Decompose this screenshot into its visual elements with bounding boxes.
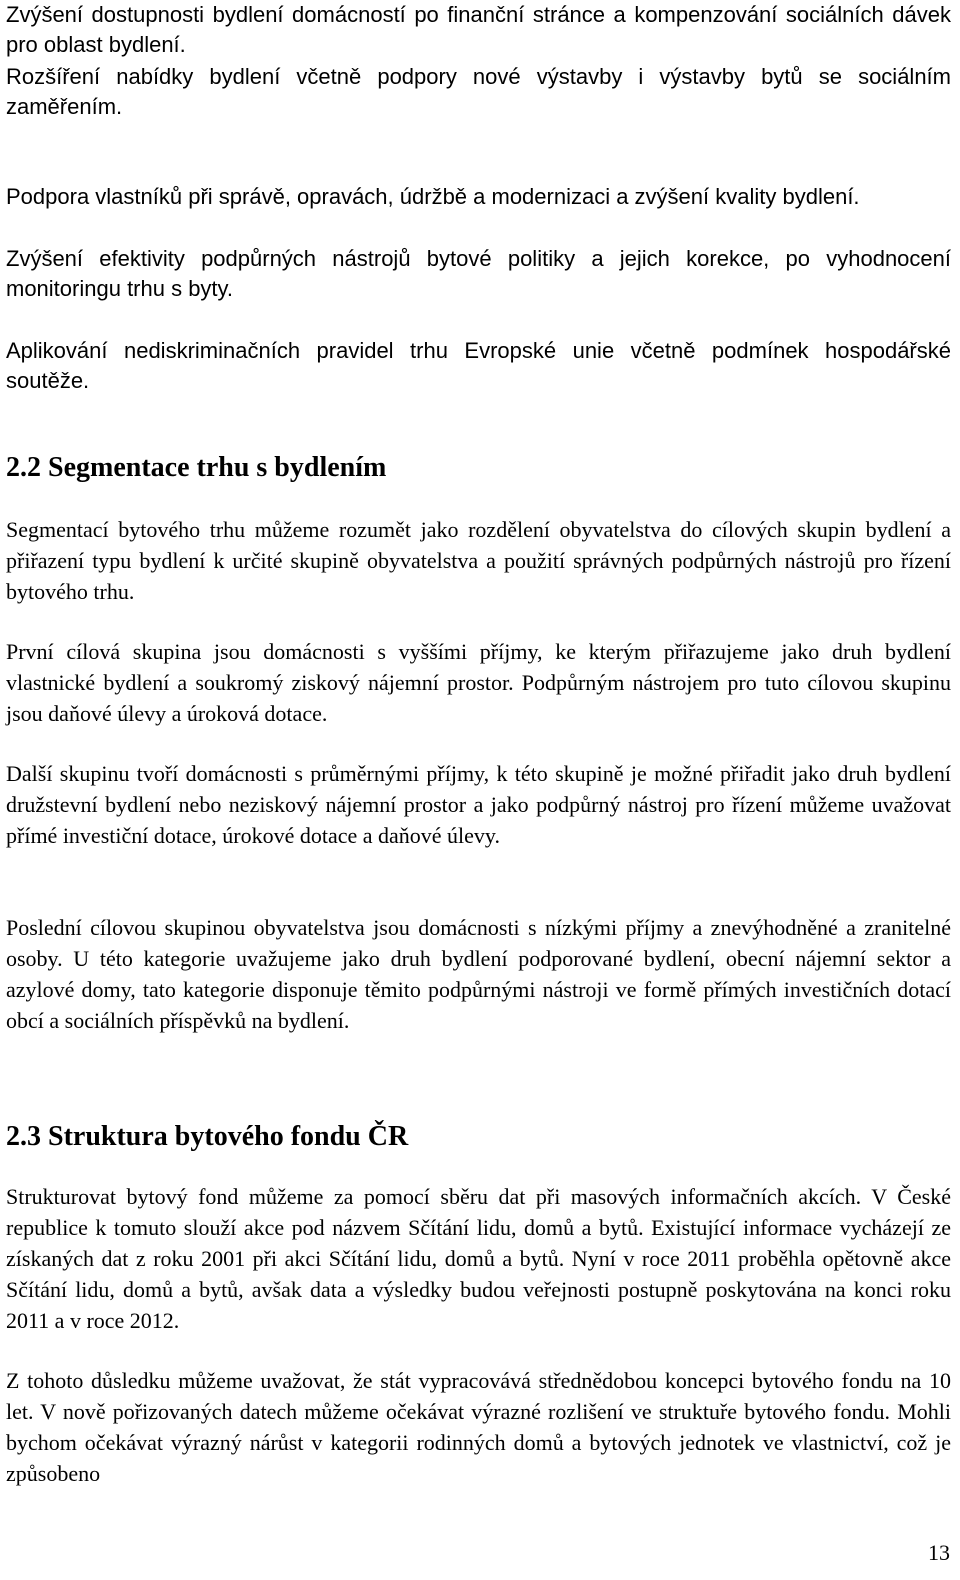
paragraph: Segmentací bytového trhu můžeme rozumět jako rozdělení obyvatelstva do cílových skupin bydlení a přiřazení typu bydlení k určité skupině obyvatelstva a použití správných podpůrných nástrojů pro řízení bytového trhu. bbox=[6, 517, 951, 604]
paragraph: Strukturovat bytový fond můžeme za pomocí sběru dat při masových informačních akcích. V České republice k tomuto slouží akce pod názvem Sčítání lidu, domů a bytů. Existující informace vycházejí ze získaných dat z roku 2001 při akci Sčítání lidu, domů a bytů. Nyní v roce 2011 proběhla opětovně akce Sčítání lidu, domů a bytů, avšak data a výsledky budou veřejnosti postupně poskytována na konci roku 2011 a v roce 2012. bbox=[6, 1184, 951, 1333]
list-item: Zvýšení efektivity podpůrných nástrojů bytové politiky a jejich korekce, po vyhodnocení monitoringu trhu s byty. bbox=[6, 246, 951, 301]
list-item: Podpora vlastníků při správě, opravách, údržbě a modernizaci a zvýšení kvality bydlení. bbox=[6, 184, 860, 209]
paragraph: První cílová skupina jsou domácnosti s vyššími příjmy, ke kterým přiřazujeme jako druh bydlení vlastnické bydlení a soukromý ziskový nájemní prostor. Podpůrným nástrojem pro tuto cílovou skupinu jsou daňové úlevy a úroková dotace. bbox=[6, 639, 951, 726]
paragraph: Poslední cílovou skupinou obyvatelstva jsou domácnosti s nízkými příjmy a znevýhodněné a zranitelné osoby. U této kategorie uvažujeme jako druh bydlení podporované bydlení, obecní nájemní sektor a azylové domy, tato kategorie disponuje těmito podpůrnými nástroji ve formě přímých investičních dotací obcí a sociálních příspěvků na bydlení. bbox=[6, 915, 951, 1033]
paragraph: Další skupinu tvoří domácnosti s průměrnými příjmy, k této skupině je možné přiřadit jako druh bydlení družstevní bydlení nebo neziskový nájemní prostor a jako podpůrný nástroj pro řízení můžeme uvažovat přímé investiční dotace, úrokové dotace a daňové úlevy. bbox=[6, 761, 951, 848]
paragraph: Z tohoto důsledku můžeme uvažovat, že stát vypracovává střednědobou koncepci bytového fondu na 10 let. V nově pořizovaných datech můžeme očekávat výrazné rozlišení ve struktuře bytového fondu. Mohli bychom očekávat výrazný nárůst v kategorii rodinných domů a bytových jednotek ve vlastnictví, což je způsobeno bbox=[6, 1368, 951, 1486]
list-item: Aplikování nediskriminačních pravidel trhu Evropské unie včetně podmínek hospodářské soutěže. bbox=[6, 338, 951, 393]
section-heading: 2.2 Segmentace trhu s bydlením bbox=[6, 452, 387, 483]
list-item: Zvýšení dostupnosti bydlení domácností po finanční stránce a kompenzování sociálních dávek pro oblast bydlení. bbox=[6, 2, 951, 57]
page-number: 13 bbox=[928, 1540, 950, 1565]
section-heading: 2.3 Struktura bytového fondu ČR bbox=[6, 1121, 409, 1152]
list-item: Rozšíření nabídky bydlení včetně podpory nové výstavby i výstavby bytů se sociálním zaměřením. bbox=[6, 64, 951, 119]
